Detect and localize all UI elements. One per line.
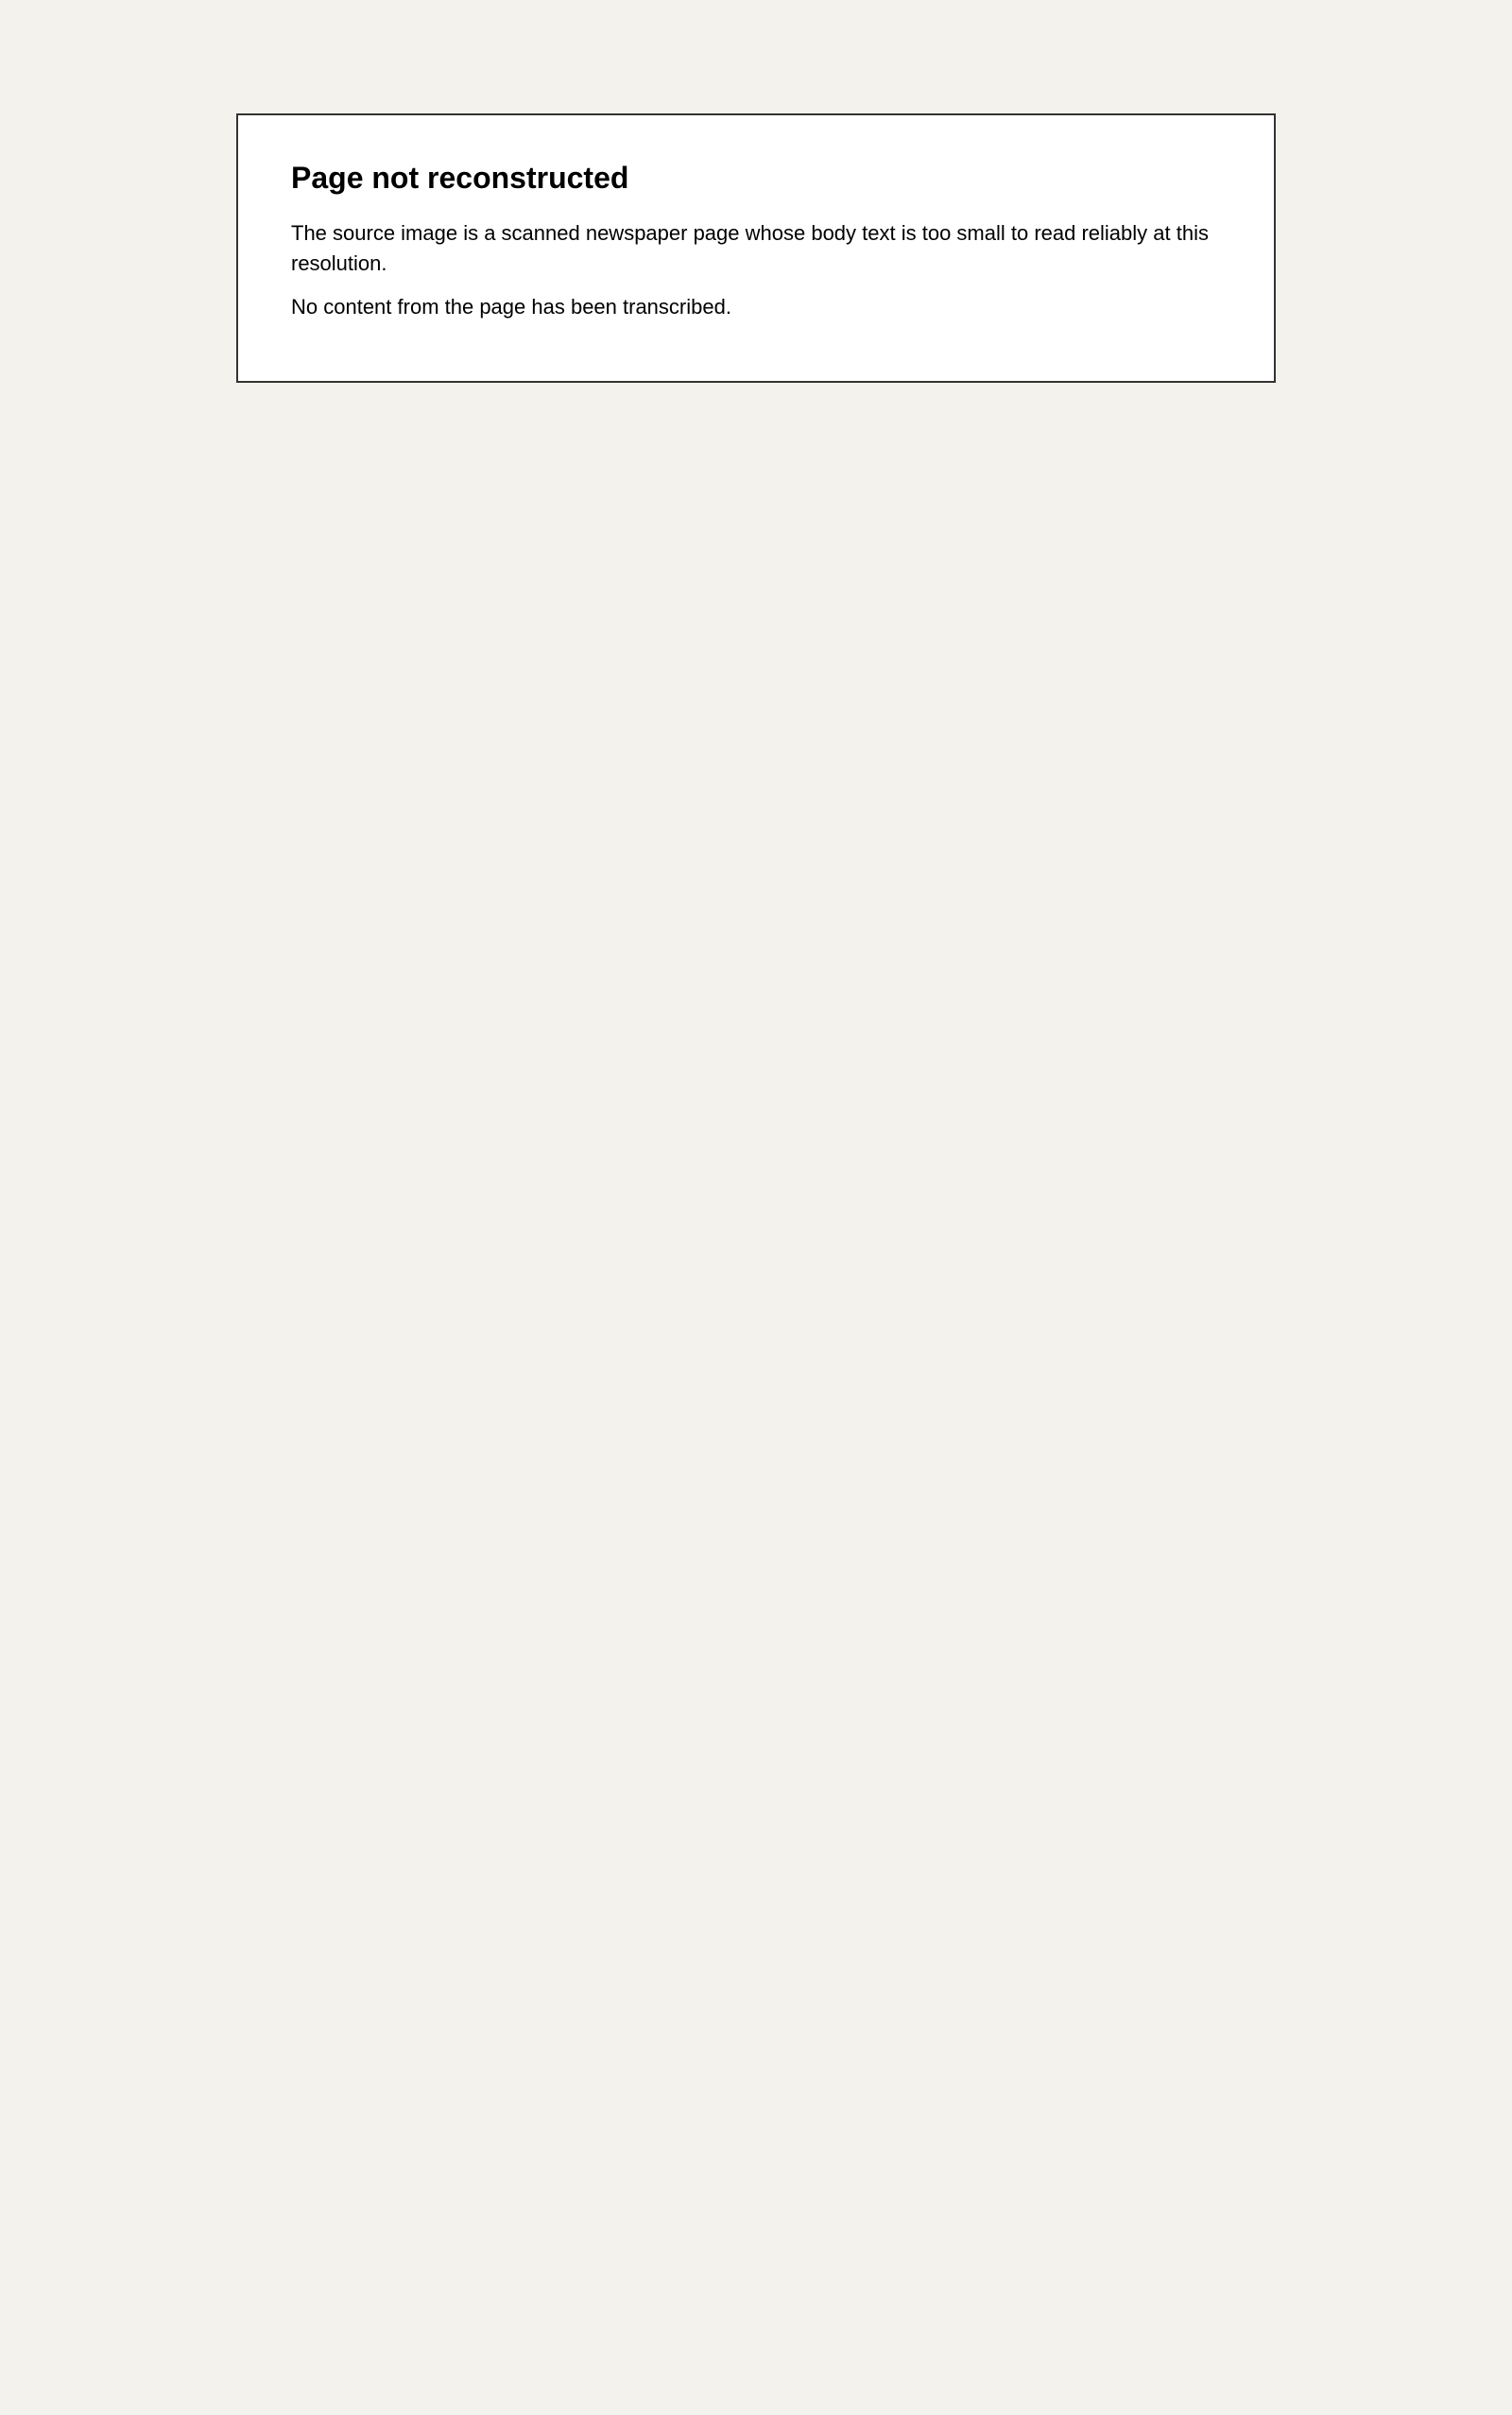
notice-line: No content from the page has been transcribed. [291, 294, 731, 319]
notice-title: Page not reconstructed [291, 161, 629, 195]
notice-line: The source image is a scanned newspaper page whose body text is too small to read reliably at this resolution. [291, 221, 1209, 275]
reconstruction-notice [236, 113, 1276, 383]
